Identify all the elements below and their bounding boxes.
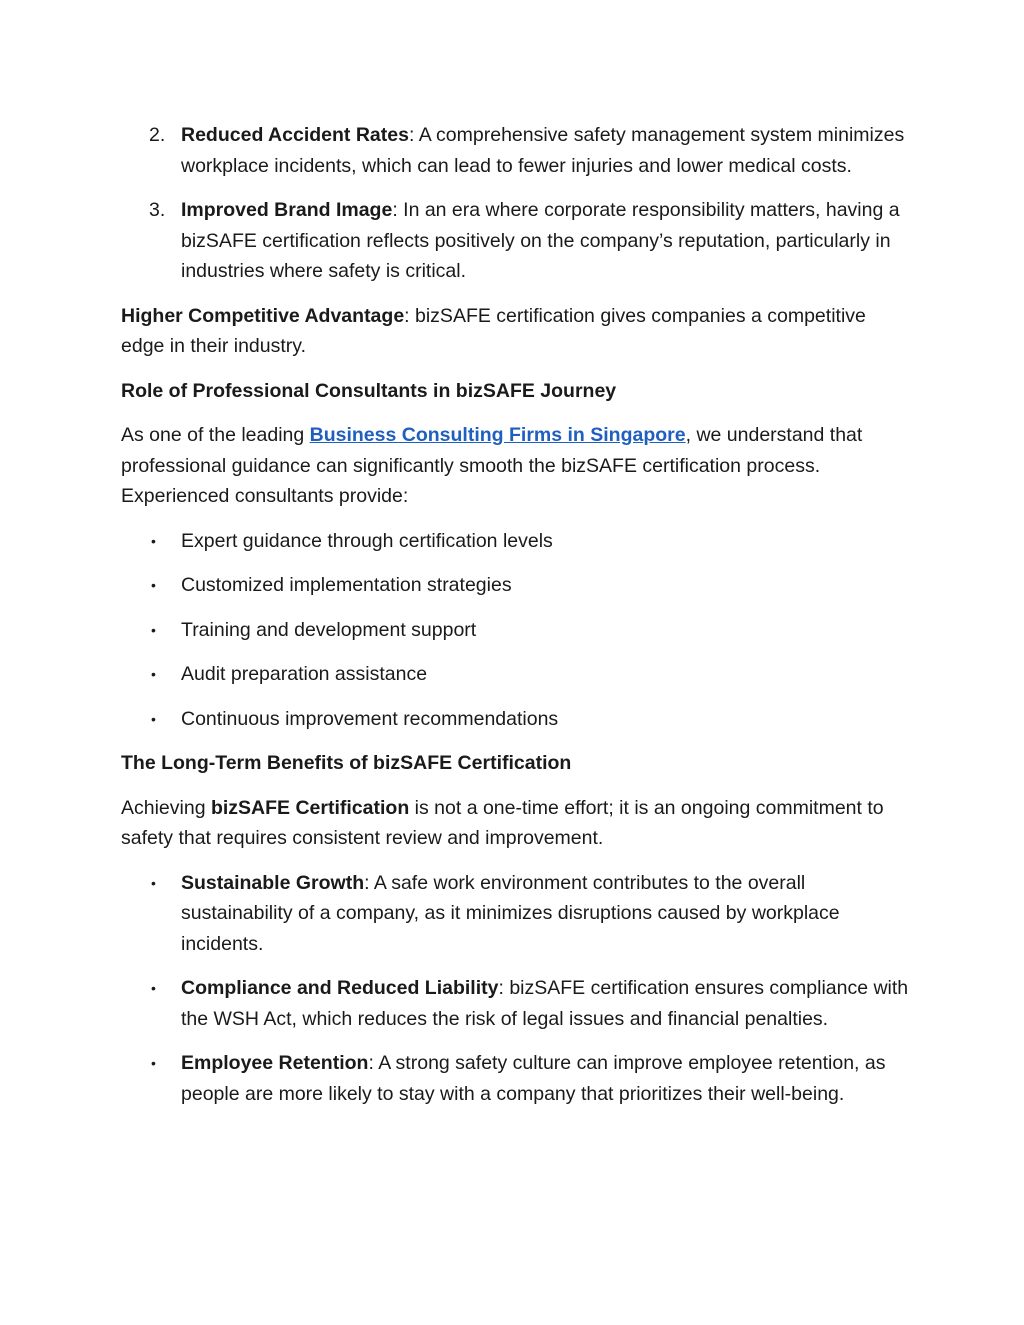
- list-item: [121, 615, 911, 646]
- consultants-heading: Role of Professional Consultants in bizSAFE Journey: [121, 379, 617, 402]
- list-item: [121, 659, 911, 690]
- bullet-icon: •: [151, 1055, 156, 1071]
- list-item: [121, 868, 911, 960]
- numbered-list-item: [121, 195, 911, 287]
- bullet-icon: •: [151, 710, 156, 727]
- benefits-intro-bold: bizSAFE Certification: [210, 796, 410, 819]
- benefits-heading: The Long-Term Benefits of bizSAFE Certification: [121, 752, 572, 774]
- list-item-text: Training and development support: [181, 618, 477, 641]
- consultants-intro-after: , we understand that professional guidance can significantly smooth the bizSAFE certification process. Experienced consultants provide:: [121, 424, 863, 507]
- bullet-icon: •: [151, 577, 156, 593]
- list-item: [121, 973, 911, 1034]
- document-content: [121, 120, 911, 1123]
- list-item-term: Reduced Accident Rates: [181, 124, 409, 146]
- bullet-icon: •: [151, 666, 156, 682]
- list-item: [121, 570, 911, 601]
- bullet-icon: •: [151, 532, 156, 549]
- list-item-term: Compliance and Reduced Liability: [181, 977, 499, 999]
- list-item: [121, 1048, 911, 1109]
- competitive-advantage-text: : bizSAFE certification gives companies a competitive edge in their industry.: [121, 304, 866, 357]
- list-item-text: Customized implementation strategies: [181, 574, 512, 596]
- list-item: [121, 704, 911, 735]
- competitive-advantage-term: Higher Competitive Advantage: [121, 304, 405, 327]
- benefits-intro-paragraph: [121, 793, 911, 854]
- list-item-term: Employee Retention: [181, 1052, 369, 1074]
- consultants-intro-before: As one of the leading: [121, 424, 310, 446]
- list-item-text: : A comprehensive safety management system minimizes workplace incidents, which can lead to fewer injuries and lower medical costs.: [181, 124, 905, 177]
- benefits-bullet-list: [121, 868, 911, 1110]
- list-item-text: : A safe work environment contributes to the overall sustainability of a company, as it minimizes disruptions caused by workplace incidents.: [181, 871, 840, 955]
- consultants-bullet-list: [121, 526, 911, 735]
- list-number: 2.: [149, 124, 166, 146]
- benefits-intro-after: is not a one-time effort; it is an ongoing commitment to safety that requires consistent review and improvement.: [121, 796, 884, 849]
- bullet-icon: •: [151, 874, 156, 891]
- bullet-icon: •: [151, 621, 156, 638]
- benefits-intro-before: Achieving: [121, 796, 211, 819]
- list-number: 3.: [149, 199, 166, 221]
- list-item-text: : In an era where corporate responsibility matters, having a bizSAFE certification reflects positively on the company’s reputation, particularly in industries where safety is critical.: [181, 199, 900, 282]
- bullet-icon: •: [151, 980, 156, 996]
- list-item-text: : bizSAFE certification ensures compliance with the WSH Act, which reduces the risk of legal issues and financial penalties.: [181, 977, 909, 1030]
- competitive-advantage-paragraph: [121, 301, 911, 362]
- business-consulting-firms-link[interactable]: Business Consulting Firms in Singapore: [309, 424, 686, 446]
- list-item-text: : A strong safety culture can improve employee retention, as people are more likely to stay with a company that prioritizes their well-being.: [181, 1052, 886, 1105]
- numbered-list: [121, 120, 911, 287]
- list-item-text: Expert guidance through certification levels: [181, 529, 553, 552]
- numbered-list-item: [121, 120, 911, 181]
- consultants-intro-paragraph: [121, 420, 911, 512]
- list-item-term: Improved Brand Image: [181, 199, 393, 221]
- list-item-text: Audit preparation assistance: [181, 663, 428, 685]
- list-item: [121, 526, 911, 557]
- list-item-text: Continuous improvement recommendations: [181, 707, 559, 730]
- list-item-term: Sustainable Growth: [181, 871, 365, 894]
